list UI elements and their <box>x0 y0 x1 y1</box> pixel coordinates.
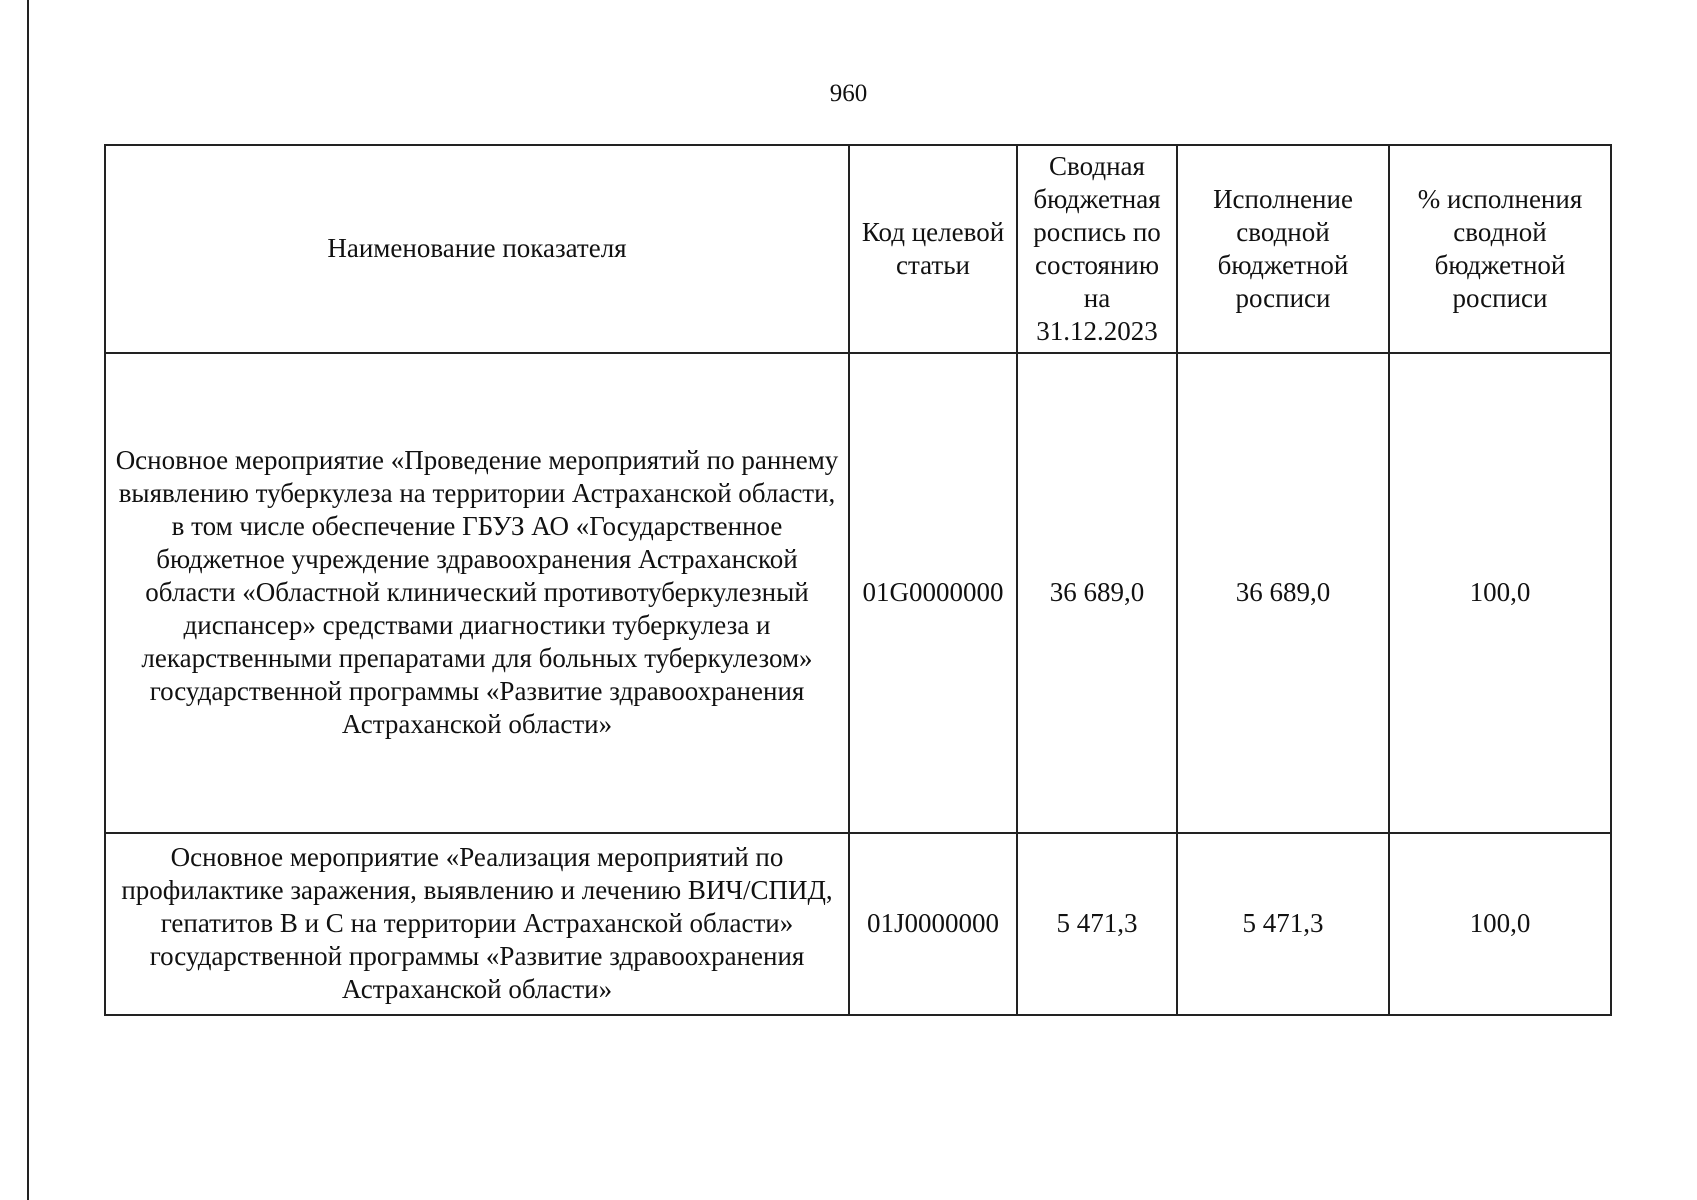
row-execution: 5 471,3 <box>1177 833 1389 1015</box>
page-number: 960 <box>829 80 868 107</box>
row-code: 01G0000000 <box>849 353 1017 833</box>
table-row <box>105 353 1611 833</box>
row-budget: 5 471,3 <box>1017 833 1177 1015</box>
row-percent: 100,0 <box>1389 833 1611 1015</box>
budget-execution-table <box>104 144 1612 1016</box>
table-row <box>105 833 1611 1015</box>
header-code: Код целевой статьи <box>849 145 1017 353</box>
table-header-row <box>105 145 1611 353</box>
row-name: Основное мероприятие «Реализация мероприятий по профилактике заражения, выявлению и лечению ВИЧ/СПИД, гепатитов В и С на территории Астраханской области» государственной программы «Развитие здравоохранения Астраханской области» <box>105 833 849 1015</box>
row-budget: 36 689,0 <box>1017 353 1177 833</box>
header-budget: Сводная бюджетная роспись по состоянию на 31.12.2023 <box>1017 145 1177 353</box>
header-percent: % исполнения сводной бюджетной росписи <box>1389 145 1611 353</box>
header-execution: Исполнение сводной бюджетной росписи <box>1177 145 1389 353</box>
row-percent: 100,0 <box>1389 353 1611 833</box>
header-name: Наименование показателя <box>105 145 849 353</box>
row-execution: 36 689,0 <box>1177 353 1389 833</box>
row-code: 01J0000000 <box>849 833 1017 1015</box>
row-name: Основное мероприятие «Проведение мероприятий по раннему выявлению туберкулеза на территории Астраханской области, в том числе обеспечение ГБУЗ АО «Государственное бюджетное учреждение здравоохранения Астраханской области «Областной клинический противотуберкулезный диспансер» средствами диагностики туберкулеза и лекарственными препаратами для больных туберкулезом» государственной программы «Развитие здравоохранения Астраханской области» <box>105 353 849 833</box>
scan-edge-line <box>27 0 29 1200</box>
